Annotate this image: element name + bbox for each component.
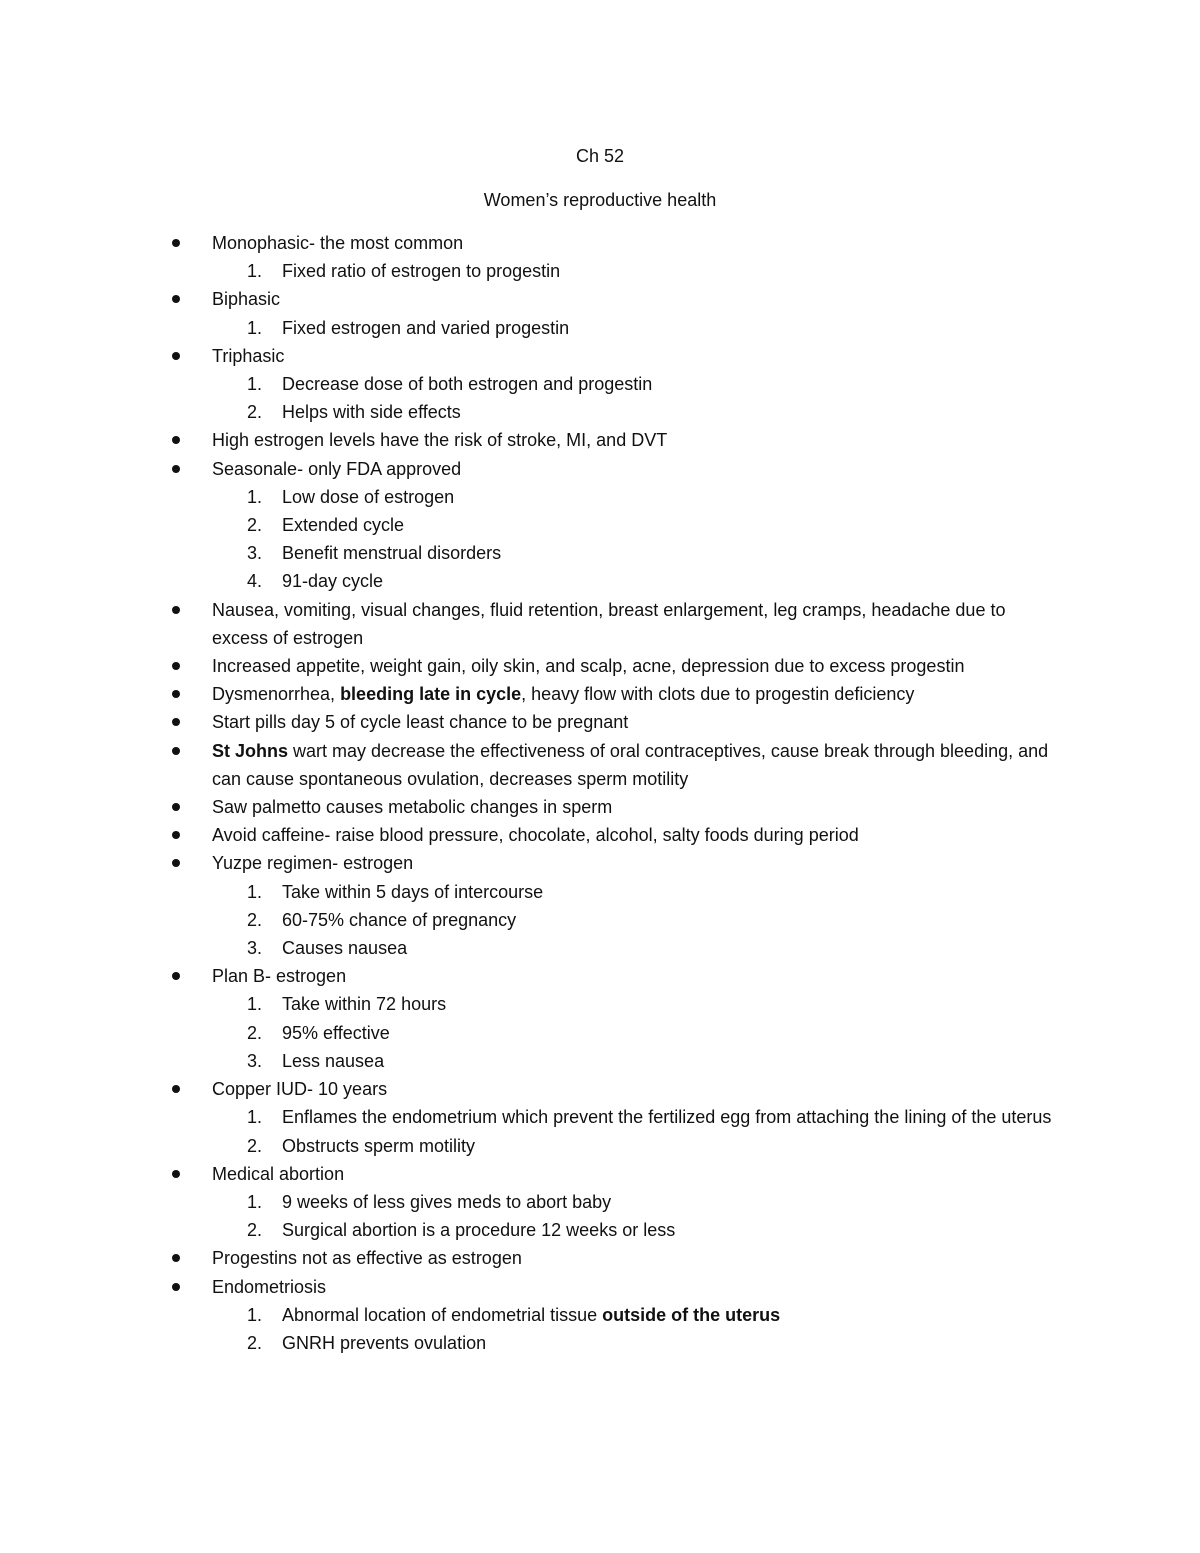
sub-item-number: 2. xyxy=(247,1135,263,1156)
numbered-sub-item xyxy=(0,1301,1052,1329)
bullet-item xyxy=(0,962,1200,1075)
bullet-dot-icon xyxy=(172,295,180,303)
text-run: Abnormal location of endometrial tissue xyxy=(282,1304,603,1325)
text-run: Causes nausea xyxy=(282,938,408,959)
bullet-dot-icon xyxy=(172,662,180,670)
text-run: Saw palmetto causes metabolic changes in sperm xyxy=(212,797,613,818)
sub-item-number: 2. xyxy=(247,1332,263,1353)
sub-item-number: 2. xyxy=(247,1022,263,1043)
text-run: Less nausea xyxy=(282,1050,385,1071)
numbered-sub-list xyxy=(0,990,1200,1075)
bullet-text xyxy=(0,849,1057,877)
text-run: Nausea, vomiting, visual changes, fluid retention, breast enlargement, leg cramps, headache due to excess of estrogen xyxy=(212,599,1006,648)
bullet-item xyxy=(0,793,1200,821)
text-run: 91-day cycle xyxy=(282,571,384,592)
numbered-sub-item xyxy=(0,370,1052,398)
bullet-text xyxy=(0,229,1057,257)
numbered-sub-item xyxy=(0,257,1052,285)
bullet-text xyxy=(0,1273,1057,1301)
text-run: 9 weeks of less gives meds to abort baby xyxy=(282,1191,612,1212)
numbered-sub-item xyxy=(0,1188,1052,1216)
sub-item-number: 1. xyxy=(247,374,263,395)
bullet-text xyxy=(0,426,1057,454)
bullet-item xyxy=(0,821,1200,849)
sub-item-number: 1. xyxy=(247,261,263,282)
bullet-dot-icon xyxy=(172,690,180,698)
bullet-dot-icon xyxy=(172,436,180,444)
text-run: Helps with side effects xyxy=(282,402,461,423)
text-run: 95% effective xyxy=(282,1022,390,1043)
sub-item-number: 2. xyxy=(247,909,263,930)
bullet-text xyxy=(0,455,1057,483)
sub-item-number: 1. xyxy=(247,994,263,1015)
bullet-text xyxy=(0,652,1057,680)
bold-text-run: St Johns xyxy=(212,740,289,761)
text-run: Low dose of estrogen xyxy=(282,486,455,507)
bullet-item xyxy=(0,737,1200,793)
sub-item-number: 2. xyxy=(247,515,263,536)
document-title: Women’s reproductive health xyxy=(483,190,717,210)
bold-text-run: bleeding late in cycle xyxy=(340,684,522,705)
text-run: Medical abortion xyxy=(212,1163,345,1184)
bullet-item xyxy=(0,455,1200,596)
bullet-item xyxy=(0,1244,1200,1272)
text-run: Start pills day 5 of cycle least chance to be pregnant xyxy=(212,712,629,733)
sub-item-number: 2. xyxy=(247,1220,263,1241)
bullet-text xyxy=(0,708,1057,736)
numbered-sub-item xyxy=(0,906,1052,934)
text-run: Dysmenorrhea, xyxy=(212,684,341,705)
bullet-item xyxy=(0,652,1200,680)
bullet-text xyxy=(0,962,1057,990)
sub-item-number: 1. xyxy=(247,317,263,338)
bullet-dot-icon xyxy=(172,465,180,473)
bullet-text xyxy=(0,1075,1057,1103)
bullet-item xyxy=(0,1160,1200,1245)
numbered-sub-item xyxy=(0,990,1052,1018)
numbered-sub-item xyxy=(0,567,1052,595)
text-run: Biphasic xyxy=(212,289,281,310)
bullet-text xyxy=(0,1160,1057,1188)
bullet-dot-icon xyxy=(172,1170,180,1178)
text-run: Seasonale- only FDA approved xyxy=(212,458,462,479)
text-run: Yuzpe regimen- estrogen xyxy=(212,853,414,874)
text-run: Endometriosis xyxy=(212,1276,327,1297)
text-run: Progestins not as effective as estrogen xyxy=(212,1248,522,1269)
chapter-heading: Ch 52 xyxy=(575,146,625,166)
numbered-sub-item xyxy=(0,398,1052,426)
bullet-text xyxy=(0,596,1057,652)
bullet-text xyxy=(0,285,1057,313)
bullet-dot-icon xyxy=(172,1254,180,1262)
bullet-item xyxy=(0,708,1200,736)
bullet-dot-icon xyxy=(172,1283,180,1291)
sub-item-number: 3. xyxy=(247,543,263,564)
bullet-item xyxy=(0,285,1200,341)
text-run: Surgical abortion is a procedure 12 weeks or less xyxy=(282,1220,676,1241)
text-run: Avoid caffeine- raise blood pressure, chocolate, alcohol, salty foods during period xyxy=(212,825,859,846)
text-run: wart may decrease the effectiveness of oral contraceptives, cause break through bleeding, and can cause spontaneous ovulation, decreases sperm motility xyxy=(212,740,1049,789)
bullet-item xyxy=(0,342,1200,427)
numbered-sub-list xyxy=(0,878,1200,963)
bullet-text xyxy=(0,737,1057,793)
numbered-sub-item xyxy=(0,539,1052,567)
text-run: Copper IUD- 10 years xyxy=(212,1079,388,1100)
bullet-dot-icon xyxy=(172,972,180,980)
numbered-sub-list xyxy=(0,257,1200,285)
text-run: Decrease dose of both estrogen and progestin xyxy=(282,374,653,395)
bullet-text xyxy=(0,821,1057,849)
numbered-sub-item xyxy=(0,1047,1052,1075)
text-run: Take within 5 days of intercourse xyxy=(282,881,544,902)
text-run: GNRH prevents ovulation xyxy=(282,1332,487,1353)
sub-item-number: 3. xyxy=(247,1050,263,1071)
text-run: 60-75% chance of pregnancy xyxy=(282,909,517,930)
notes-bullet-list xyxy=(0,229,1200,1357)
bullet-item xyxy=(0,680,1200,708)
text-run: Extended cycle xyxy=(282,515,405,536)
numbered-sub-list xyxy=(0,370,1200,426)
sub-item-number: 1. xyxy=(247,486,263,507)
numbered-sub-list xyxy=(0,1103,1200,1159)
numbered-sub-list xyxy=(0,1301,1200,1357)
numbered-sub-item xyxy=(0,1019,1052,1047)
sub-item-number: 4. xyxy=(247,571,263,592)
bullet-dot-icon xyxy=(172,718,180,726)
text-run: Plan B- estrogen xyxy=(212,966,347,987)
bullet-text xyxy=(0,793,1057,821)
sub-item-number: 1. xyxy=(247,1304,263,1325)
text-run: Take within 72 hours xyxy=(282,994,447,1015)
numbered-sub-item xyxy=(0,1216,1052,1244)
bullet-dot-icon xyxy=(172,747,180,755)
text-run: Fixed estrogen and varied progestin xyxy=(282,317,570,338)
bullet-item xyxy=(0,849,1200,962)
text-run: Fixed ratio of estrogen to progestin xyxy=(282,261,561,282)
bold-text-run: outside of the uterus xyxy=(602,1304,781,1325)
bullet-item xyxy=(0,596,1200,652)
numbered-sub-item xyxy=(0,1103,1052,1131)
bullet-dot-icon xyxy=(172,606,180,614)
bullet-text xyxy=(0,680,1057,708)
bullet-dot-icon xyxy=(172,859,180,867)
numbered-sub-list xyxy=(0,314,1200,342)
bullet-dot-icon xyxy=(172,239,180,247)
bullet-dot-icon xyxy=(172,831,180,839)
bullet-item xyxy=(0,1273,1200,1358)
text-run: Increased appetite, weight gain, oily skin, and scalp, acne, depression due to excess progestin xyxy=(212,656,965,677)
sub-item-number: 1. xyxy=(247,1107,263,1128)
bullet-item xyxy=(0,1075,1200,1160)
bullet-text xyxy=(0,1244,1057,1272)
bullet-item xyxy=(0,426,1200,454)
numbered-sub-item xyxy=(0,1329,1052,1357)
numbered-sub-list xyxy=(0,1188,1200,1244)
text-run: Benefit menstrual disorders xyxy=(282,543,502,564)
numbered-sub-item xyxy=(0,314,1052,342)
text-run: Triphasic xyxy=(212,345,285,366)
text-run: Obstructs sperm motility xyxy=(282,1135,476,1156)
text-run: Monophasic- the most common xyxy=(212,233,464,253)
numbered-sub-item xyxy=(0,483,1052,511)
text-run: , heavy flow with clots due to progestin deficiency xyxy=(521,684,915,705)
numbered-sub-item xyxy=(0,878,1052,906)
numbered-sub-list xyxy=(0,483,1200,596)
bullet-text xyxy=(0,342,1057,370)
bullet-dot-icon xyxy=(172,1085,180,1093)
bullet-item xyxy=(0,229,1200,285)
text-run: Enflames the endometrium which prevent the fertilized egg from attaching the lining of the uterus xyxy=(282,1107,1052,1128)
sub-item-number: 1. xyxy=(247,1191,263,1212)
bullet-dot-icon xyxy=(172,803,180,811)
bullet-dot-icon xyxy=(172,352,180,360)
numbered-sub-item xyxy=(0,511,1052,539)
sub-item-number: 3. xyxy=(247,938,263,959)
sub-item-number: 2. xyxy=(247,402,263,423)
numbered-sub-item xyxy=(0,934,1052,962)
text-run: High estrogen levels have the risk of stroke, MI, and DVT xyxy=(212,430,668,451)
numbered-sub-item xyxy=(0,1132,1052,1160)
sub-item-number: 1. xyxy=(247,881,263,902)
